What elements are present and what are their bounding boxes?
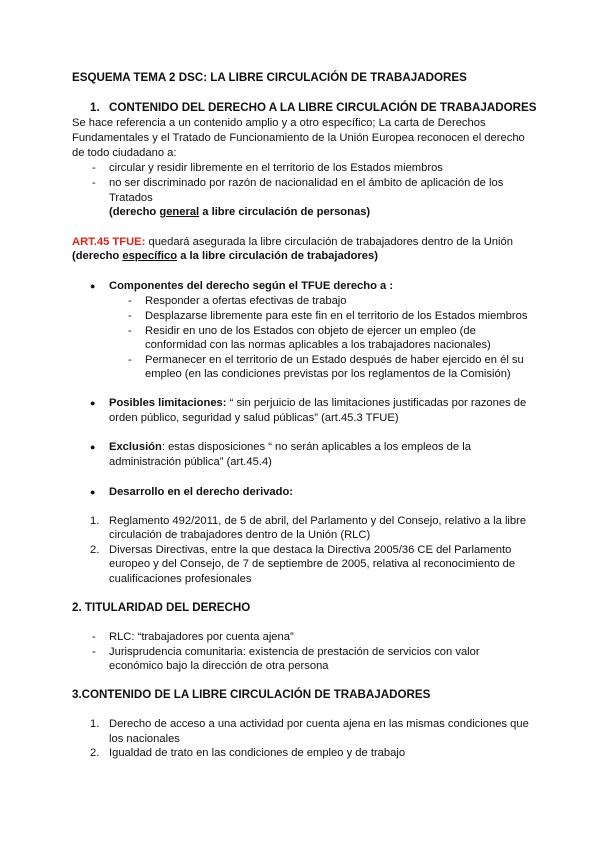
art45-line: ART.45 TFUE: quedará asegurada la libre circulación de trabajadores dentro de la Unión [72, 236, 513, 248]
dash-marker: - [128, 354, 132, 366]
components-heading: Componentes del derecho según el TFUE derecho a : [109, 280, 394, 292]
component-item-4-cont: empleo (en las condiciones previstas por los reglamentos de la Comisión) [145, 368, 511, 380]
component-item-4: Permanecer en el territorio de un Estado después de haber ejercido en él su [145, 354, 524, 366]
regulation-item-cont: circulación de trabajadores dentro de la Unión (RLC) [109, 529, 371, 541]
intro-line-3: de todo ciudadano a: [72, 147, 177, 159]
content-item-2: Igualdad de trato en las condiciones de empleo y de trabajo [109, 747, 406, 759]
dash-marker: - [128, 325, 132, 337]
intro-line-1: Se hace referencia a un contenido amplio y a otro específico; La carta de Derechos [72, 117, 486, 129]
ownership-item-1: RLC: “trabajadores por cuenta ajena” [109, 631, 294, 643]
derived-law-heading: Desarrollo en el derecho derivado: [109, 486, 294, 498]
limitations-line: Posibles limitaciones: “ sin perjuicio de las limitaciones justificadas por razones de [109, 397, 527, 409]
directives-item-cont-2: cualificaciones profesionales [109, 573, 252, 585]
dash-marker: - [92, 162, 96, 174]
general-right-note: (derecho general a libre circulación de personas) [109, 206, 371, 218]
dash-marker: - [92, 646, 96, 658]
list-number-2: 2. [90, 747, 100, 759]
content-item-1-cont: los nacionales [109, 733, 180, 745]
section-1-heading: CONTENIDO DEL DERECHO A LA LIBRE CIRCULACIÓN DE TRABAJADORES [109, 101, 537, 114]
exclusion-line: Exclusión: estas disposiciones “ no serán aplicables a los empleos de la [109, 441, 471, 453]
bullet-icon: ● [90, 398, 96, 408]
directives-item: Diversas Directivas, entre la que destaca la Directiva 2005/36 CE del Parlamento [109, 544, 512, 556]
component-item-1: Responder a ofertas efectivas de trabajo [145, 295, 347, 307]
list-number-1: 1. [90, 718, 100, 730]
list-number-2: 2. [90, 544, 100, 556]
bullet-icon: ● [90, 281, 96, 291]
right-item-2: no ser discriminado por razón de nacionalidad en el ámbito de aplicación de los [109, 177, 504, 189]
art45-label: ART.45 TFUE: [72, 236, 146, 248]
content-item-1: Derecho de acceso a una actividad por cuenta ajena en las mismas condiciones que [109, 718, 529, 730]
component-item-3-cont: conformidad con las normas aplicables a los trabajadores nacionales) [145, 339, 491, 351]
dash-marker: - [128, 310, 132, 322]
directives-item-cont: europeo y del Consejo, de 7 de septiembre de 2005, relativa al reconocimiento de [109, 558, 516, 570]
specific-right-note: (derecho específico a la libre circulación de trabajadores) [72, 250, 378, 262]
regulation-item: Reglamento 492/2011, de 5 de abril, del Parlamento y del Consejo, relativo a la libre [109, 515, 527, 527]
component-item-3: Residir en uno de los Estados con objeto de ejercer un empleo (de [145, 325, 476, 337]
specific-underlined: específico [122, 250, 178, 262]
exclusion-line-2: administración pública” (art.45.4) [109, 456, 272, 468]
section-2-heading: 2. TITULARIDAD DEL DERECHO [72, 601, 251, 614]
document-title: ESQUEMA TEMA 2 DSC: LA LIBRE CIRCULACIÓN DE TRABAJADORES [72, 71, 467, 84]
dash-marker: - [92, 177, 96, 189]
section-3-heading: 3.CONTENIDO DE LA LIBRE CIRCULACIÓN DE TRABAJADORES [72, 688, 431, 701]
ownership-item-2: Jurisprudencia comunitaria: existencia de prestación de servicios con valor [109, 646, 480, 658]
list-number-1: 1. [90, 515, 100, 527]
dash-marker: - [92, 631, 96, 643]
bullet-icon: ● [90, 487, 96, 497]
general-underlined: general [159, 206, 200, 218]
section-1-number: 1. [90, 101, 100, 114]
ownership-item-2-cont: económico bajo la dirección de otra persona [109, 660, 329, 672]
right-item-2-cont: Tratados [109, 192, 153, 204]
component-item-2: Desplazarse libremente para este fin en el territorio de los Estados miembros [145, 310, 528, 322]
dash-marker: - [128, 295, 132, 307]
limitations-line-2: orden público, seguridad y salud públicas” (art.45.3 TFUE) [109, 412, 399, 424]
bullet-icon: ● [90, 442, 96, 452]
intro-line-2: Fundamentales y el Tratado de Funcionamiento de la Unión Europea reconocen el derecho [72, 132, 525, 144]
right-item-1: circular y residir libremente en el territorio de los Estados miembros [109, 162, 443, 174]
